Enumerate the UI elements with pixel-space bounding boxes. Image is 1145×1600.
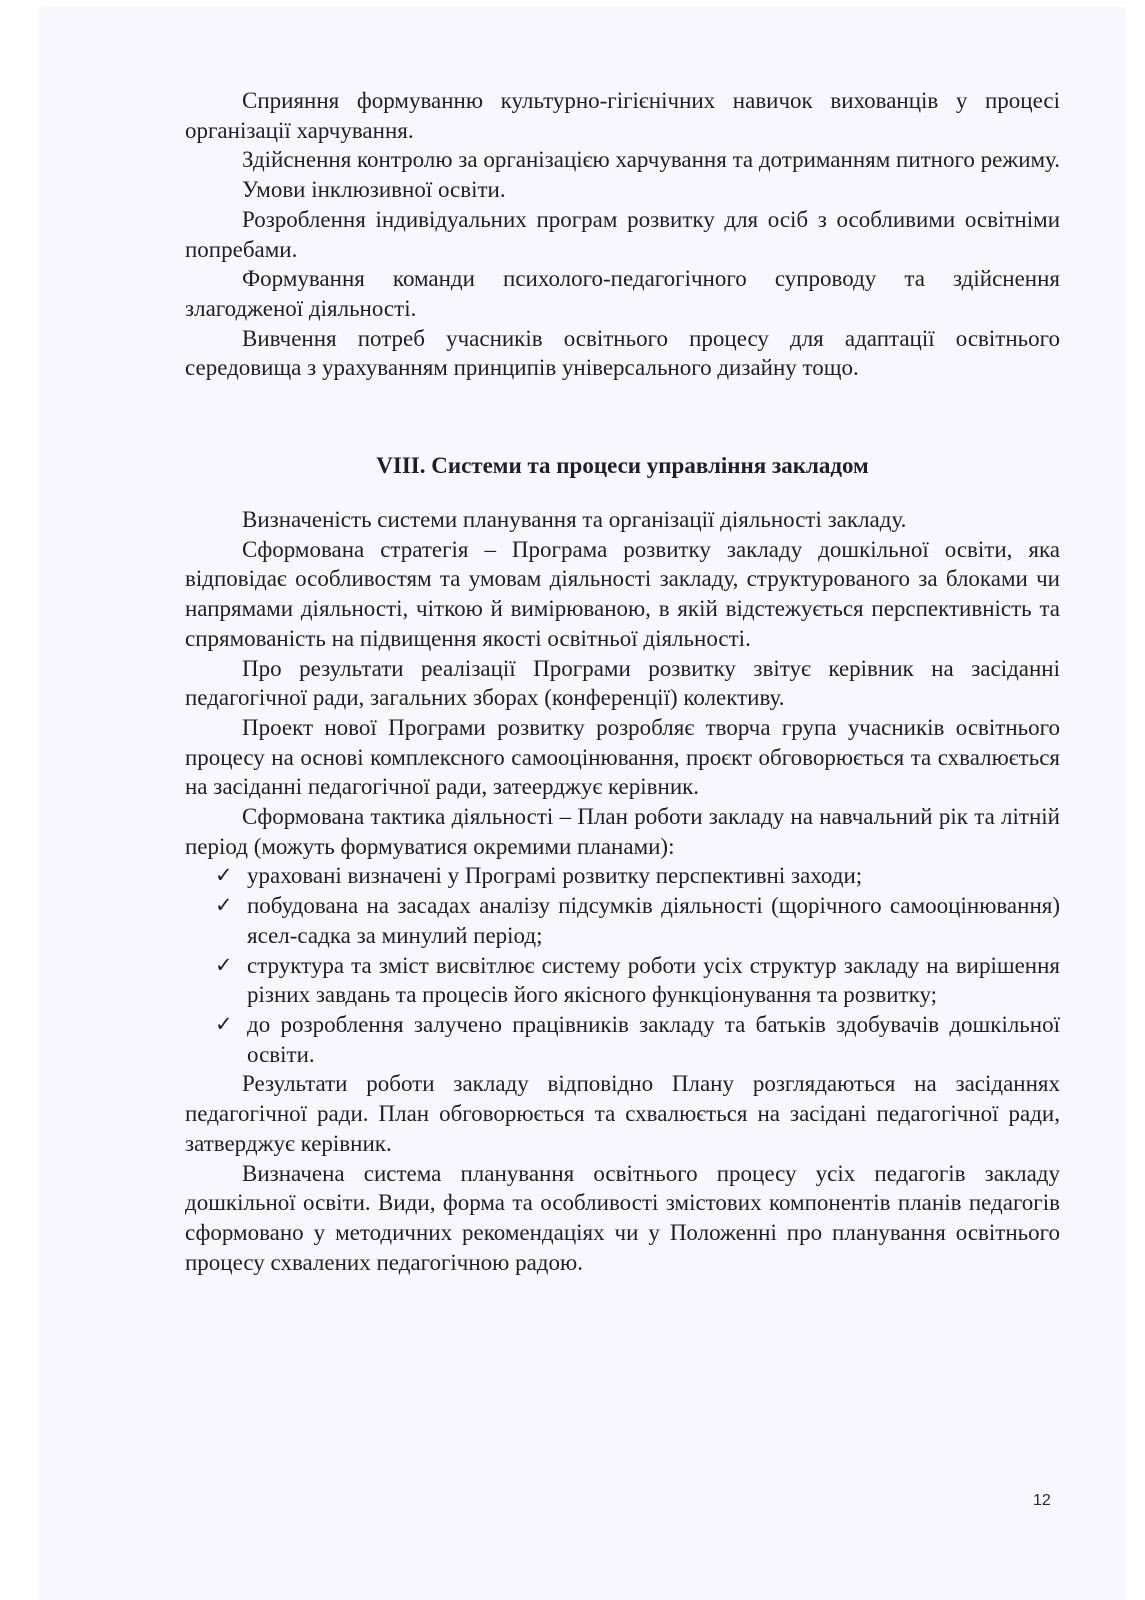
checklist-item-text: структура та зміст висвітлює систему роботи усіх структур закладу на вирішення різних завдань та процесів його якісного функціонування та розвитку;: [247, 952, 1060, 1008]
document-page: [40, 8, 1125, 1600]
checkmark-icon: ✓: [215, 863, 233, 888]
section-heading: VIII. Системи та процеси управління закладом: [376, 453, 869, 479]
paragraph: Сформована тактика діяльності – План роботи закладу на навчальний рік та літній період (можуть формуватися окремими планами):: [185, 804, 1060, 859]
page-number: 12: [1033, 1492, 1051, 1509]
checklist-item-text: ураховані визначені у Програмі розвитку перспективні заходи;: [247, 863, 863, 889]
paragraph: Результати роботи закладу відповідно Плану розглядаються на засіданнях педагогічної ради. План обговорюється та схвалюється на засідані педагогічної ради, затверджує керівник.: [185, 1071, 1060, 1156]
paragraph: Про результати реалізації Програми розвитку звітує керівник на засіданні педагогічної ради, загальних зборах (конференції) колективу.: [185, 655, 1060, 711]
checkmark-icon: ✓: [215, 893, 233, 918]
checklist-item: [185, 861, 1060, 891]
checkmark-icon: ✓: [215, 1011, 233, 1036]
paragraph: Проект нової Програми розвитку розробляє творча група учасників освітнього процесу на основі комплексного самооцінювання, проєкт обговорюється та схвалюється на засіданні педагогічної ради, затеерджує керівник.: [185, 714, 1060, 800]
paragraph: Вивчення потреб учасників освітнього процесу для адаптації освітнього середовища з урахуванням принципів універсального дизайну тощо.: [185, 325, 1060, 381]
paragraph: Розроблення індивідуальних програм розвитку для осіб з особливими освітніми попребами.: [185, 206, 1060, 262]
page-content: [185, 86, 1060, 1277]
paragraph: Здійснення контролю за організацією харчування та дотриманням питного режиму.: [242, 147, 1061, 173]
paragraph: Сприяння формуванню культурно-гігієнічних навичок вихованців у процесі організації харчування.: [185, 88, 1060, 143]
paragraph: Визначена система планування освітнього процесу усіх педагогів закладу дошкільної освіти. Види, форма та особливості змістових компонентів планів педагогів сформовано у методичних рекомендаціях чи у Положенні про планування освітнього процесу схвалених педагогічною радою.: [185, 1160, 1060, 1275]
paragraph: Формування команди психолого-педагогічного супроводу та здійснення злагодженої діяльності.: [185, 266, 1060, 321]
checklist-item: [185, 951, 1060, 1010]
paragraph: Визначеність системи планування та організації діяльності закладу.: [242, 507, 907, 533]
paragraph: Умови інклюзивної освіти.: [242, 177, 506, 203]
checklist-item: [185, 891, 1060, 950]
paragraph: Сформована стратегія – Програма розвитку закладу дошкільної освіти, яка відповідає особливостям та умовам діяльності закладу, структурованого за блоками чи напрямами діяльності, чіткою й вимірюваною, в якій відстежується перспективність та спрямованість на підвищення якості освітньої діяльності.: [185, 536, 1060, 651]
checklist-item-text: до розроблення залучено працівників закладу та батьків здобувачів дошкільної освіти.: [247, 1011, 1060, 1067]
checkmark-icon: ✓: [215, 952, 233, 977]
checklist-item: [185, 1010, 1060, 1069]
checklist: [185, 861, 1060, 1069]
checklist-item-text: побудована на засадах аналізу підсумків діяльності (щорічного самооцінювання) ясел-садка за минулий період;: [247, 893, 1060, 948]
